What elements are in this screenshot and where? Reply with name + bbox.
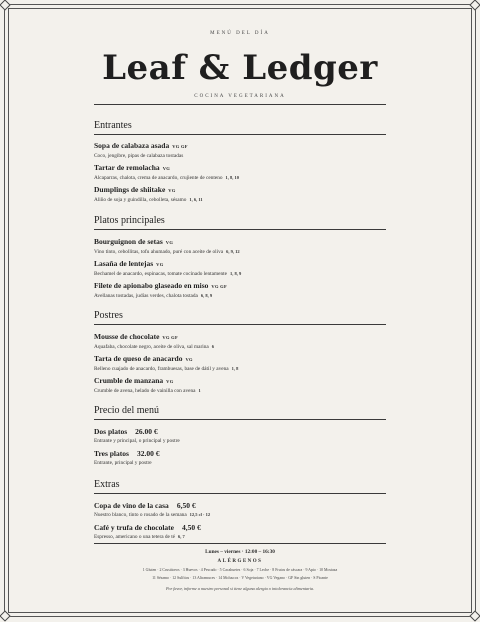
allergy-footnote: Por favor, informe a nuestro personal si tiene alguna alergia o intolerancia alimentaria. [165, 586, 315, 591]
item-name: Dos platos [94, 427, 128, 436]
footer-divider [94, 543, 386, 544]
menu-item [94, 163, 386, 182]
item-name: Bourguignon de setas [94, 237, 163, 246]
section-title-extras: Extras [94, 479, 120, 490]
item-description: Vino tinto, cebollitas, tofu ahumado, puré con aceite de oliva [94, 249, 224, 255]
diet-tags: VG [185, 357, 193, 362]
item-name: Lasaña de lentejas [94, 259, 154, 268]
price-option [94, 427, 386, 445]
menu-item [94, 237, 386, 256]
diet-tags: VG GF [211, 284, 228, 289]
menu-item [94, 141, 386, 160]
allergen-refs: 1 [198, 388, 201, 393]
item-description: Espresso, americano o una tetera de té [94, 534, 176, 540]
item-description: Entrante, principal y postre [94, 460, 152, 466]
item-name: Tartar de remolacha [94, 163, 160, 172]
allergen-refs: 1, 8, 9 [229, 271, 242, 276]
menu-item [94, 281, 386, 300]
item-price: 6,50 € [176, 501, 196, 510]
menu-item [94, 501, 386, 519]
diet-tags: VG [168, 188, 176, 193]
section-divider [94, 324, 386, 325]
item-description: Aquafaba, chocolate negro, aceite de oliva, sal marina [94, 344, 209, 350]
allergen-refs: 1, 8, 10 [225, 175, 240, 180]
diet-tags: VG [162, 166, 171, 171]
item-name: Café y trufa de chocolate [94, 523, 174, 532]
allergen-legend-line: 1 Gluten · 2 Crustáceos · 3 Huevos · 4 Pescado · 5 Cacahuetes · 6 Soja · 7 Leche · 8 Frutos de cáscara · 9 Apio · 10 Mostaza [142, 568, 338, 572]
allergen-refs: 1, 8 [231, 366, 239, 371]
section-divider [94, 229, 386, 230]
section-divider [94, 419, 386, 420]
allergen-refs: 1, 6, 11 [189, 197, 203, 202]
allergen-refs: 6 [211, 344, 214, 349]
menu-item [94, 259, 386, 278]
section-divider [94, 134, 386, 135]
item-description: Bechamel de anacardo, espinacas, tomate cocinado lentamente [94, 271, 227, 277]
restaurant-subtitle: COCINA VEGETARIANA [194, 94, 286, 99]
opening-hours: Lunes – viernes · 12:00 – 16:30 [205, 549, 275, 555]
menu-item [94, 332, 386, 351]
menu-kicker: MENÚ DEL DÍA [210, 31, 270, 36]
item-price: 26.00 € [135, 427, 158, 436]
item-description: Aliño de soja y guindilla, cebolleta, sésamo [94, 197, 187, 203]
section-title-postres: Postres [94, 310, 123, 321]
item-description: Coco, jengibre, pipas de calabaza tostadas [94, 153, 184, 159]
item-description: Nuestro blanco, tinto o rosado de la semana [94, 512, 187, 518]
allergen-refs: 12,5 cl · 12 [189, 512, 211, 517]
diet-tags: VG GF [162, 335, 179, 340]
price-option [94, 449, 386, 467]
item-description: Alcaparras, chalota, crema de anacardo, crujiente de centeno [94, 175, 223, 181]
allergen-refs: 6, 8, 9 [200, 293, 213, 298]
item-description: Crumble de avena, helado de vainilla con avena [94, 388, 196, 394]
item-price: 32.00 € [136, 449, 160, 458]
diet-tags: VG [166, 379, 174, 384]
item-description: Entrante y principal, o principal y postre [94, 438, 180, 444]
restaurant-logo: Leaf & Ledger [102, 48, 378, 88]
item-name: Crumble de manzana [94, 376, 164, 385]
item-name: Tarta de queso de anacardo [94, 354, 183, 363]
diet-tags: VG [156, 262, 164, 267]
allergen-legend-line: 11 Sésamo · 12 Sulfitos · 13 Altramuces · 14 Moluscos · V Vegetariano · VG Vegano · GF Sin gluten · S Picante [152, 576, 328, 580]
diet-tags: VG GF [172, 144, 188, 149]
item-name: Tres platos [94, 449, 129, 458]
menu-item [94, 185, 386, 204]
menu-page [94, 0, 386, 621]
item-description: Avellanas tostadas, judías verdes, chalota tostada [94, 293, 198, 299]
section-title-precio-del-menu: Precio del menú [94, 405, 159, 416]
allergen-refs: 6, 7 [178, 534, 185, 539]
allergens-title: ALÉRGENOS [217, 559, 263, 564]
item-name: Filete de apionabo glaseado en miso [94, 281, 209, 290]
diet-tags: VG [165, 240, 174, 245]
section-title-entrantes: Entrantes [94, 120, 132, 131]
item-name: Copa de vino de la casa [94, 501, 169, 510]
menu-item [94, 354, 386, 373]
item-description: Relleno cuajado de anacardo, frambuesas, base de dátil y avena [94, 366, 229, 372]
menu-item [94, 523, 386, 541]
item-name: Dumplings de shiitake [94, 185, 166, 194]
allergen-refs: 6, 9, 12 [226, 249, 240, 254]
section-title-platos-principales: Platos principales [94, 215, 165, 226]
menu-item [94, 376, 386, 395]
item-name: Mousse de chocolate [94, 332, 160, 341]
header-divider [94, 104, 386, 105]
item-name: Sopa de calabaza asada [94, 141, 170, 150]
item-price: 4,50 € [181, 523, 201, 532]
section-divider [94, 493, 386, 494]
